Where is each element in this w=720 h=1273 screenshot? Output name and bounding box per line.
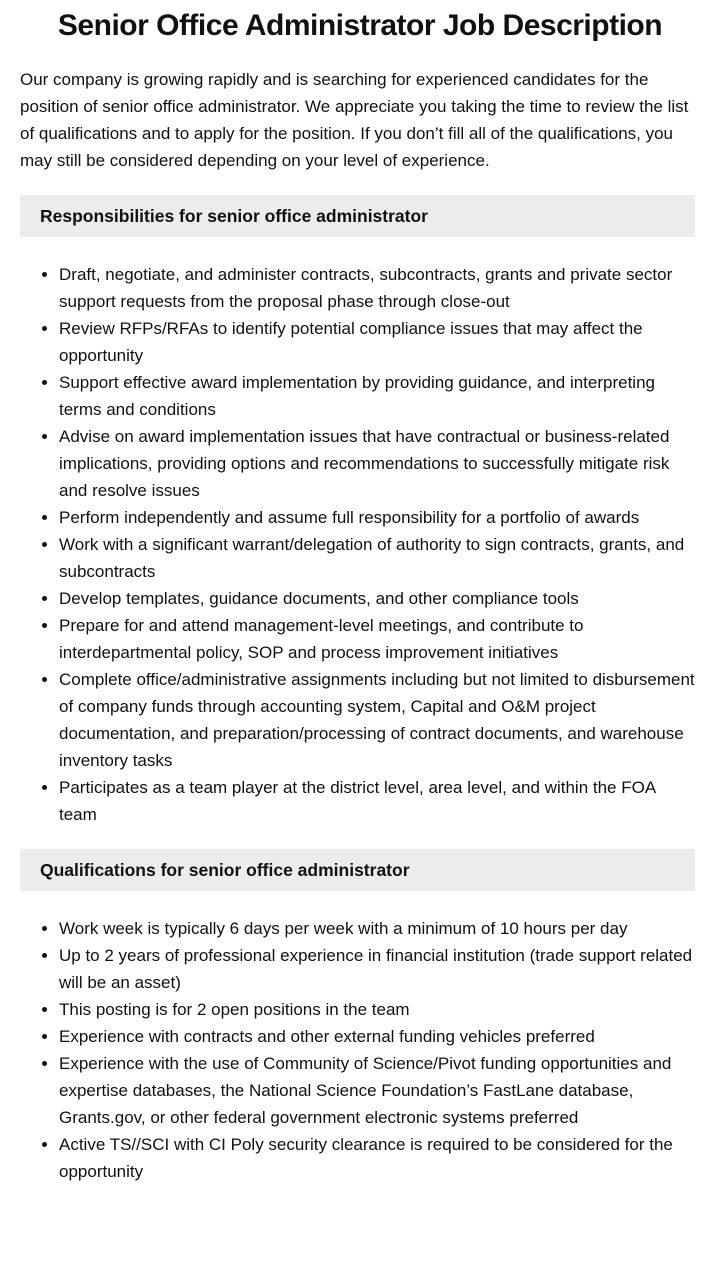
- section-heading: Qualifications for senior office administrator: [20, 849, 695, 891]
- list-item: • Active TS//SCI with CI Poly security clearance is required to be considered for the opportunity: [59, 1131, 695, 1185]
- section-heading: Responsibilities for senior office administrator: [20, 195, 695, 237]
- list-item: • Draft, negotiate, and administer contracts, subcontracts, grants and private sector support requests from the proposal phase through close-out: [59, 261, 695, 315]
- bullet-list: [20, 915, 695, 1185]
- page-title: Senior Office Administrator Job Description: [57, 9, 663, 42]
- list-item: • Prepare for and attend management-level meetings, and contribute to interdepartmental policy, SOP and process improvement initiatives: [59, 612, 695, 666]
- intro-paragraph: Our company is growing rapidly and is searching for experienced candidates for the position of senior office administrator. We appreciate you taking the time to review the list of qualifications and to apply for the position. If you don’t fill all of the qualifications, you may still be considered depending on your level of experience.: [20, 70, 689, 170]
- job-section: [0, 849, 720, 1185]
- list-item: • Work with a significant warrant/delegation of authority to sign contracts, grants, and subcontracts: [59, 531, 695, 585]
- job-section: [0, 195, 720, 828]
- list-item: • Support effective award implementation by providing guidance, and interpreting terms and conditions: [59, 369, 695, 423]
- list-item: • Review RFPs/RFAs to identify potential compliance issues that may affect the opportunity: [59, 315, 695, 369]
- list-item: • This posting is for 2 open positions in the team: [59, 996, 695, 1023]
- list-item: • Develop templates, guidance documents, and other compliance tools: [59, 585, 695, 612]
- list-item: • Advise on award implementation issues that have contractual or business-related implications, providing options and recommendations to successfully mitigate risk and resolve issues: [59, 423, 695, 504]
- list-item: • Complete office/administrative assignments including but not limited to disbursement of company funds through accounting system, Capital and O&M project documentation, and preparation/processing of contract documents, and warehouse inventory tasks: [59, 666, 695, 774]
- list-item: • Work week is typically 6 days per week with a minimum of 10 hours per day: [59, 915, 695, 942]
- sections-container: [0, 195, 720, 1185]
- list-item: • Experience with the use of Community of Science/Pivot funding opportunities and expertise databases, the National Science Foundation’s FastLane database, Grants.gov, or other federal government electronic systems preferred: [59, 1050, 695, 1131]
- list-item: • Perform independently and assume full responsibility for a portfolio of awards: [59, 504, 695, 531]
- list-item: • Participates as a team player at the district level, area level, and within the FOA team: [59, 774, 695, 828]
- list-item: • Up to 2 years of professional experience in financial institution (trade support related will be an asset): [59, 942, 695, 996]
- bullet-list: [20, 261, 695, 828]
- list-item: • Experience with contracts and other external funding vehicles preferred: [59, 1023, 695, 1050]
